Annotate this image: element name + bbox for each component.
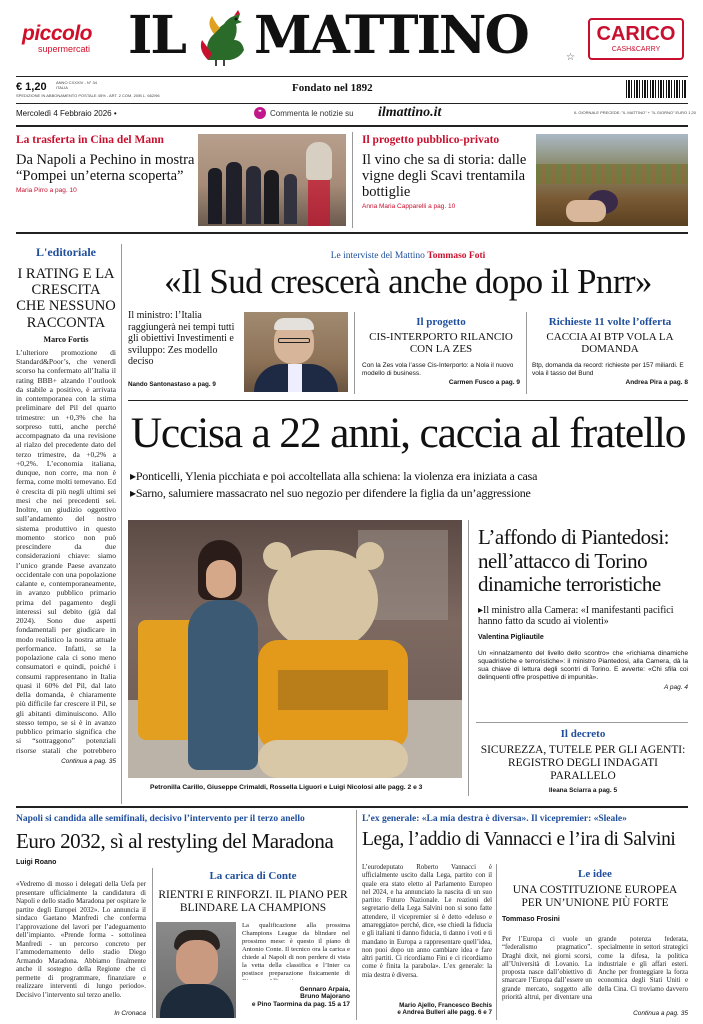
interview-sub: Il ministro: l’Italia raggiungerà nei tempi tutti gli obiettivi Investimenti e sviluppo: Zes modello deciso	[128, 310, 235, 367]
star-icon: ☆	[566, 52, 575, 63]
vannacci-story[interactable]	[362, 814, 688, 851]
founded: Fondato nel 1892	[292, 82, 373, 94]
price-note-2: ITALIA	[56, 85, 68, 90]
section-rule-1	[16, 232, 688, 234]
ideas-divider	[496, 864, 497, 1020]
price: € 1,20	[16, 81, 47, 93]
comment-text: Commenta le notizie su	[270, 109, 354, 118]
teaser-title: Da Napoli a Pechino in mostra “Pompei un’eterna scoperta”	[16, 152, 195, 185]
lead-bullet-text: Sarno, salumiere massacrato nel suo negozio per difendere la figlia da un’aggressione	[135, 486, 531, 500]
editorial-divider	[121, 244, 122, 804]
btp-box[interactable]	[532, 316, 688, 394]
interview-divider-2	[526, 312, 527, 394]
price-note-1: ANNO CXXXIV - N° 34	[56, 80, 97, 85]
bottom-divider	[356, 810, 357, 1020]
piccolo-logo	[22, 22, 117, 62]
editorial-continue: Continua a pag. 35	[61, 757, 116, 765]
conte-story[interactable]	[156, 870, 350, 915]
editorial-kicker: L'editoriale	[36, 245, 96, 259]
vannacci-kicker: L’ex generale: «La mia destra è diversa». Il vicepremier: «Sleale»	[362, 814, 627, 824]
bullet-arrow-icon: ▸	[130, 469, 136, 483]
btp-byline: Andrea Pira a pag. 8	[625, 379, 688, 387]
carico-logo	[588, 18, 684, 60]
piccolo-brand: piccolo	[22, 22, 93, 45]
comment-icon: ❞	[254, 107, 266, 119]
lead-bullet-1	[130, 470, 690, 484]
masthead-rule-bottom	[16, 125, 688, 127]
lead-photo	[128, 520, 462, 778]
bullet-arrow-icon: ▸	[130, 486, 136, 500]
lead-bullet-text: Ponticelli, Ylenia picchiata e poi accoltellata alla schiena: la violenza era iniziata a casa	[135, 469, 538, 483]
bullet-arrow-icon: ▸	[478, 604, 484, 616]
vannacci-body: L’eurodeputato Roberto Vannacci è ufficialmente uscito dalla Lega, partito con il quale era stato eletto al Parlamento Europeo nel 2024, e ha annunciato la nascita di un suo partito: Futuro Nazionale. Le reazioni del segretario della Lega Salvini non si sono fatte attendere, il vicepremier si è detto «deluso e amareggiato» perché, dice, «se chiedi la fiducia e gli italiani ti danno fiducia, ti danno i voti e ti mandano in Europa a rappresentare quell’idea, non puoi dopo un anno cambiare idea e fare altri partiti. Ci ricordiamo Fini e ci ricordiamo come è finita la parabola». L’ex generale: la mia destra è diversa.	[362, 864, 492, 979]
carico-sub: CASH&CARRY	[611, 46, 661, 53]
interview-kicker-name: Tommaso Foti	[427, 251, 486, 261]
interview-kicker	[128, 251, 688, 262]
ideas-continue: Continua a pag. 35	[633, 1010, 688, 1017]
teaser-kicker: La trasferta in Cina del Mann	[16, 134, 164, 146]
piantedosi-story[interactable]	[478, 526, 688, 691]
rooster-icon	[194, 10, 252, 68]
project-box[interactable]	[362, 316, 520, 394]
teaser-mann[interactable]	[16, 134, 196, 226]
title-mattino: MATTINO	[254, 5, 528, 66]
decree-title: SICUREZZA, TUTELE PER GLI AGENTI: REGISTRO DEGLI INDAGATI PARALLELO	[480, 743, 686, 782]
conte-title: RIENTRI E RINFORZI. IL PIANO PER BLINDARE LA CHAMPIONS	[158, 888, 348, 914]
conte-divider	[152, 868, 153, 1018]
vannacci-byline-1: Mario Ajello, Francesco Bechis	[399, 1002, 492, 1009]
project-byline: Carmen Fusco a pag. 9	[448, 379, 520, 387]
euro-continue: In Cronaca	[114, 1010, 146, 1017]
teaser-kicker: Il progetto pubblico-privato	[362, 134, 500, 146]
conte-byline-2: Bruno Majorano	[300, 993, 350, 1001]
lead-divider	[468, 520, 469, 796]
euro-headline: Euro 2032, sì al restyling del Maradona	[16, 828, 334, 853]
btp-body: Btp, domanda da record: richieste per 157 miliardi. E vola il tasso del Bund	[532, 361, 684, 378]
decree-story[interactable]	[478, 728, 688, 794]
project-body: Con la Zes vola l’asse Cis-Interporto: a Nola il nuovo modello di business.	[362, 361, 514, 378]
conte-byline	[242, 986, 350, 1008]
ideas-story[interactable]	[502, 868, 688, 924]
ideas-body: Per l’Europa ci vuole un “federalismo pragmatico”. Draghi dixit, nei giorni scorsi, all’Università di Lovanio. La proposta nasce dall’obiettivo di smarcare l’Europa dall’essere un grande mercato, soggetto alle priorità altrui, per diventare una grande potenza federata, specialmente in settori strategici come la difesa, la politica industriale e gli affari esteri. Anche per fronteggiare la forza economica degli Stati Uniti e della Cina. Ci troviamo davvero	[502, 936, 688, 1001]
ideas-kicker: Le idee	[578, 868, 612, 880]
interview-kicker-prefix: Le interviste del Mattino	[330, 251, 425, 261]
ideas-author: Tommaso Frosini	[502, 915, 560, 923]
piantedosi-headline: L’affondo di Piantedosi: nell’attacco di Torino dinamiche terroristiche	[478, 525, 669, 597]
euro-kicker: Napoli si candida alle semifinali, decisivo l’intervento per il terzo anello	[16, 814, 305, 824]
lead-headline[interactable]: Uccisa a 22 anni, caccia al fratello	[130, 409, 686, 457]
project-kicker: Il progetto	[416, 316, 466, 328]
teaser-photo-vineyard	[536, 134, 688, 226]
section-rule-3	[16, 806, 688, 808]
price-bar	[16, 78, 688, 102]
piantedosi-rule	[476, 722, 688, 723]
decree-kicker: Il decreto	[560, 728, 606, 740]
ideas-title: UNA COSTITUZIONE EUROPEA PER UN’UNIONE PIÙ FORTE	[512, 883, 678, 909]
right-note: IL GIORNALE PRECEDE: "IL MATTINO" + "IL GIORNO" EURO 1,20	[574, 110, 696, 115]
editorial-body: L’ulteriore promozione di Standard&Poor’s, che venerdì scorso ha confermato all’Italia il rating BBB+ alzando l’outlook da stabile a positivo, è arrivata in contemporanea con la stima preliminare del Pil del quarto trimestre: un +0,3% che ha sorpreso tutti, anche perché accompagnato da una revisione al rialzo del precedente dato del terzo trimestre, da +0,2% a +0,2%. L’economia italiana, dunque, non corre, ma non è ferma, come molti temevano. Ed è crescita di più negli ultimi sei mesi che nei precedenti sei. Inoltre, un giudizio oggettivo sull’andamento del nostro sistema produttivo in questo momento storico non può prescindere da due considerazioni chiave: siamo l’unico grande Paese avanzato occidentale con una popolazione calante e, contemporaneamente, in avanzo pubblico primario prima del pagamento degli interessi sul debito (già dal 2024). Sono due aspetti fondamentali per giudicare in modo realistico la nostra attuale performance. Infatti, se la popolazione cala ci sono meno consumatori e quindi, poiché i consumi rappresentano in Italia quasi il 60% del Pil, dal lato della domanda, è chiaramente più difficile far crescere il Pil, se gli abitanti diminuiscono. Allo stesso tempo, se si è in avanzo pubblico primario significa che si “sottraggono” potenziali risorse statali che potrebbero	[16, 347, 116, 755]
teaser-photo-mann	[198, 134, 346, 226]
euro-body: «Vedremo di mosso i delegati della Uefa per presentare ufficialmente la candidatura di Napoli e dello stadio Maradona per ospitare le partite degli Europei 2032». Lo annuncia il sindaco Gaetano Manfredi che conferma l’approvazione del lavori per l’adeguamento dell’impianto. «Prende forma - sottolinea Manfredi - un percorso concreto per l’ammodernamento dello stadio Diego Armando Maradona. Abbiamo finalmente anche il sostegno della Regione che ci permette di programmare, finanziare e realizzare interventi di lungo periodo». Decisivo l’intervento sul terzo anello.	[16, 880, 146, 999]
teaser-wine[interactable]	[362, 134, 540, 226]
barcode-icon	[626, 80, 686, 98]
lead-bullet-2	[130, 487, 690, 501]
btp-kicker: Richieste 11 volte l’offerta	[548, 316, 672, 328]
vannacci-byline	[362, 1002, 492, 1016]
carico-brand: CARICO	[596, 23, 676, 45]
vannacci-headline: Lega, l’addio di Vannacci e l’ira di Salvini	[362, 828, 676, 850]
euro-story[interactable]	[16, 814, 348, 867]
conte-kicker: La carica di Conte	[209, 870, 297, 882]
foti-portrait	[244, 312, 348, 392]
masthead	[0, 0, 703, 80]
lead-photo-caption: Petronilla Carillo, Giuseppe Crimaldi, Rossella Liguori e Luigi Nicolosi alle pagg. 2 e 3	[150, 784, 423, 791]
section-rule-2	[128, 400, 688, 401]
euro-author: Luigi Roano	[16, 859, 57, 867]
interview-divider-1	[354, 312, 355, 394]
editorial-author: Marco Fortis	[43, 334, 89, 344]
issue-date: Mercoledì 4 Febbraio 2026 •	[16, 109, 117, 118]
editorial-title: I RATING E LA CRESCITA CHE NESSUNO RACCONTA	[16, 265, 116, 331]
piantedosi-page: A pag. 4	[664, 683, 688, 691]
btp-title: CACCIA AI BTP VOLA LA DOMANDA	[546, 330, 674, 356]
teaser-byline: Anna Maria Capparelli a pag. 10	[362, 203, 456, 211]
interview-headline[interactable]: «Il Sud crescerà anche dopo il Pnrr»	[164, 262, 652, 301]
newspaper-title	[128, 6, 578, 70]
vannacci-byline-2: e Andrea Bulleri alle pagg. 6 e 7	[397, 1009, 492, 1017]
masthead-rule-top	[16, 76, 688, 77]
title-il: IL	[128, 5, 185, 66]
teaser-divider	[352, 132, 353, 228]
conte-portrait	[156, 922, 236, 1018]
decree-byline: Ileana Sciarra a pag. 5	[548, 786, 618, 794]
piantedosi-sub	[478, 605, 688, 628]
piantedosi-body: Un «innalzamento del livello dello scontro» che «richiama dinamiche squadristiche e terroristiche»: il ministro Piantedosi, alla Camera, dà la sua chiave di lettura degli scontri di Torino. E avverte: «Chi sfila coi delinquenti offre prospettive di impunità».	[478, 649, 688, 682]
teaser-byline: Maria Pirro a pag. 10	[16, 187, 77, 195]
project-title: CIS-INTERPORTO RILANCIO CON LA ZES	[369, 330, 513, 356]
conte-byline-3: e Pino Taormina da pag. 15 a 17	[251, 1000, 350, 1008]
conte-body: La qualificazione alla prossima Champions League da blindare nel prossimo mese: è questo il piano di Antonio Conte. Il tecnico ora la carica e chiede al Napoli di non perdere di vista la vetta della classifica e l’Inter ca postisce preparazione fisicamente di	[242, 922, 350, 978]
interview-byline: Nando Santonastaso a pag. 9	[128, 381, 216, 388]
conte-byline-1: Gennaro Arpaia,	[299, 986, 350, 993]
site-link[interactable]: ilmattino.it	[378, 105, 442, 120]
piantedosi-sub-text: Il ministro alla Camera: «I manifestanti pacifici hanno fatto da scudo ai violenti»	[478, 604, 674, 628]
editorial	[16, 246, 116, 796]
piccolo-sub: supermercati	[38, 44, 91, 55]
piantedosi-author: Valentina Pigliautile	[478, 633, 544, 641]
date-bar	[16, 104, 696, 124]
shipping-note: SPEDIZIONE IN ABBONAMENTO POSTALE 45% - ART. 2 COM. 20/B L. 662/96	[16, 93, 160, 98]
teaser-title: Il vino che sa di storia: dalle vigne degli Scavi trentamila bottiglie	[362, 152, 527, 201]
